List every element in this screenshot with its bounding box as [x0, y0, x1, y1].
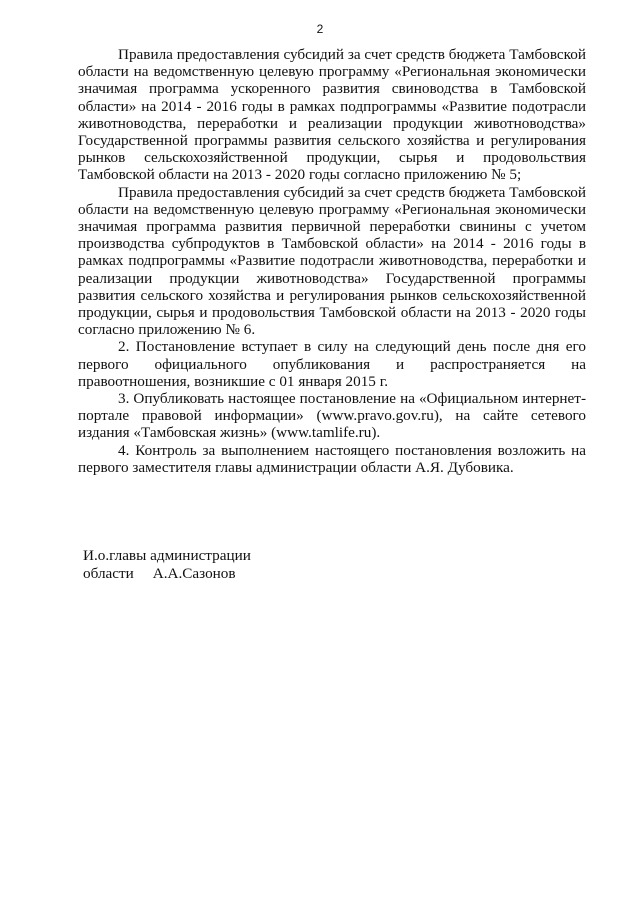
- signature-name: области А.А.Сазонов: [83, 565, 236, 582]
- paragraph-control: 4. Контроль за выполнением настоящего постановления возложить на первого заместителя главы администрации области А.Я. Дубовика.: [78, 441, 586, 476]
- page-number: 2: [316, 22, 324, 36]
- paragraph-effective-date: 2. Постановление вступает в силу на следующий день после дня его первого официального опубликования и распространяется на правоотношения, возникшие с 01 января 2015 г.: [78, 338, 586, 390]
- signature-title: И.о.главы администрации: [83, 547, 251, 564]
- paragraph-rules-5: Правила предоставления субсидий за счет средств бюджета Тамбовской области на ведомственную целевую программу «Региональная экономически значимая программа ускоренного развития свиноводства в Тамбовской области» на 2014 - 2016 годы в рамках подпрограммы «Развитие подотрасли животноводства, переработки и реализации продукции животноводства» Государственной программы развития сельского хозяйства и регулирования рынков сельскохозяйственной продукции, сырья и продовольствия Тамбовской области на 2013 - 2020 годы согласно приложению № 5;: [78, 46, 586, 184]
- paragraph-rules-6: Правила предоставления субсидий за счет средств бюджета Тамбовской области на ведомственную целевую программу «Региональная экономически значимая программа развития первичной переработки свинины с учетом производства субпродуктов в Тамбовской области» на 2014 - 2016 годы в рамках подпрограммы «Развитие подотрасли животноводства, переработки и реализации продукции животноводства» Государственной программы развития сельского хозяйства и регулирования рынков сельскохозяйственной продукции, сырья и продовольствия Тамбовской области на 2013 - 2020 годы согласно приложению № 6.: [78, 183, 586, 339]
- document-body: [78, 46, 586, 476]
- paragraph-publication: 3. Опубликовать настоящее постановление на «Официальном интернет-портале правовой информации» (www.pravo.gov.ru), на сайте сетевого издания «Тамбовская жизнь» (www.tamlife.ru).: [78, 390, 586, 442]
- signature-block: [83, 547, 251, 583]
